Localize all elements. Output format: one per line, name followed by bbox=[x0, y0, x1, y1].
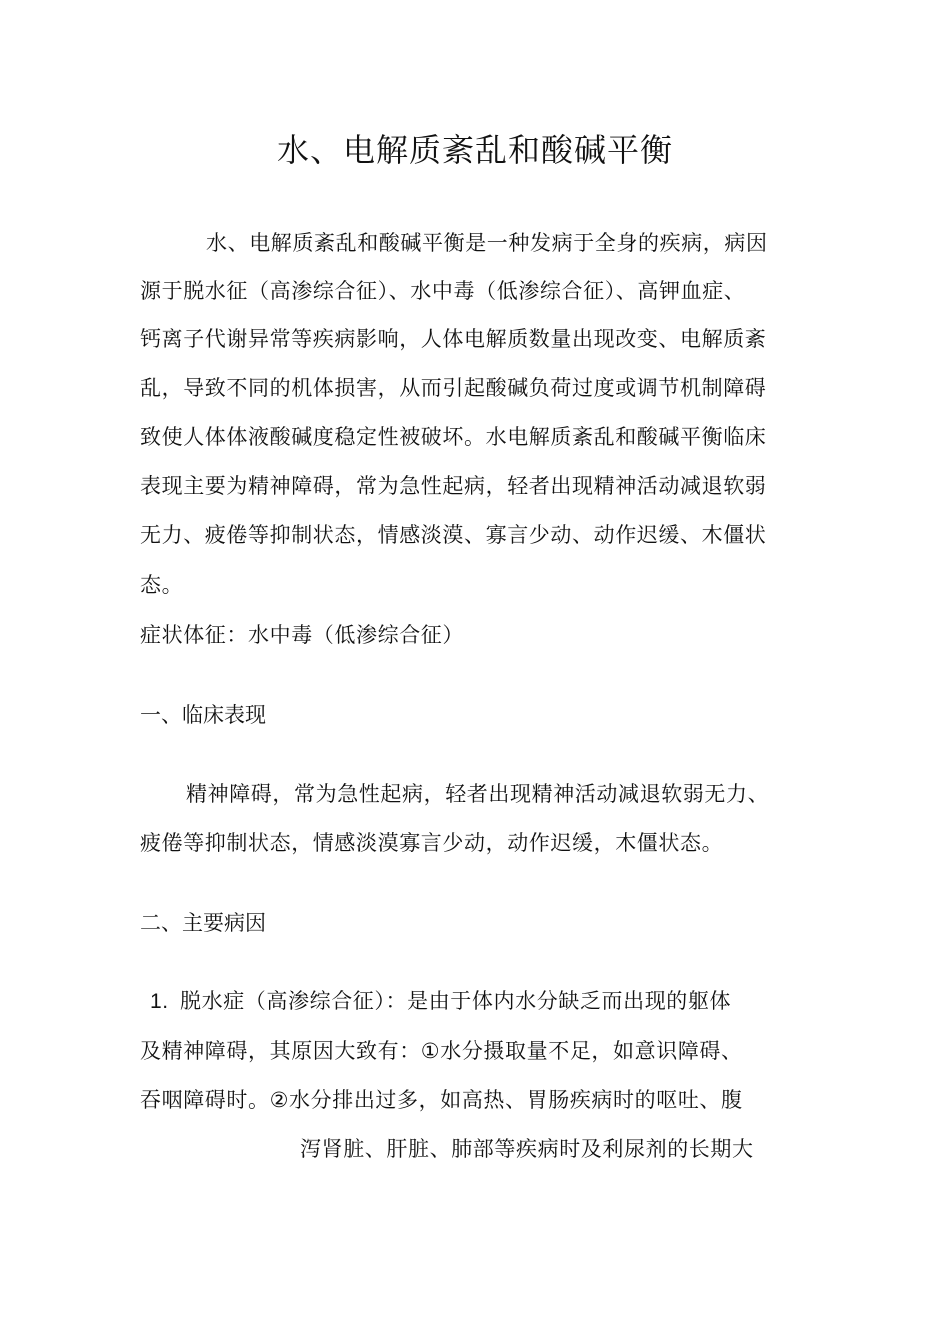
list-item-1-line-2: 及精神障碍，其原因大致有：①水分摄取量不足，如意识障碍、 bbox=[140, 1039, 743, 1063]
intro-line-6: 表现主要为精神障碍，常为急性起病，轻者出现精神活动减退软弱 bbox=[140, 474, 767, 498]
intro-line-8: 态。 bbox=[140, 573, 184, 597]
list-item-1-line-3: 吞咽障碍时。②水分排出过多，如高热、胃肠疾病时的呕吐、腹 bbox=[140, 1088, 743, 1112]
list-item-1 bbox=[140, 986, 731, 1017]
section1-line-2: 疲倦等抑制状态，情感淡漠寡言少动，动作迟缓，木僵状态。 bbox=[140, 831, 724, 855]
list-number: 1. bbox=[150, 990, 169, 1013]
section1-line-1: 精神障碍，常为急性起病，轻者出现精神活动减退软弱无力、 bbox=[186, 782, 770, 806]
symptom-line: 症状体征：水中毒（低渗综合征） bbox=[140, 623, 464, 647]
intro-line-5: 致使人体体液酸碱度稳定性被破坏。水电解质紊乱和酸碱平衡临床 bbox=[140, 425, 767, 449]
list-item-1-line-1: 脱水症（高渗综合征）：是由于体内水分缺乏而出现的躯体 bbox=[180, 989, 732, 1013]
intro-line-4: 乱，导致不同的机体损害，从而引起酸碱负荷过度或调节机制障碍 bbox=[140, 376, 767, 400]
section-heading-causes: 二、主要病因 bbox=[140, 911, 266, 935]
list-item-1-line-4: 泻肾脏、肝脏、肺部等疾病时及利尿剂的长期大 bbox=[300, 1137, 754, 1161]
document-title: 水、电解质紊乱和酸碱平衡 bbox=[276, 131, 673, 169]
intro-line-7: 无力、疲倦等抑制状态，情感淡漠、寡言少动、动作迟缓、木僵状 bbox=[140, 523, 767, 547]
intro-line-1: 水、电解质紊乱和酸碱平衡是一种发病于全身的疾病，病因 bbox=[206, 231, 768, 255]
intro-line-3: 钙离子代谢异常等疾病影响，人体电解质数量出现改变、电解质紊 bbox=[140, 327, 767, 351]
section-heading-clinical: 一、临床表现 bbox=[140, 703, 266, 727]
intro-line-2: 源于脱水征（高渗综合征）、水中毒（低渗综合征）、高钾血症、 bbox=[140, 279, 746, 303]
